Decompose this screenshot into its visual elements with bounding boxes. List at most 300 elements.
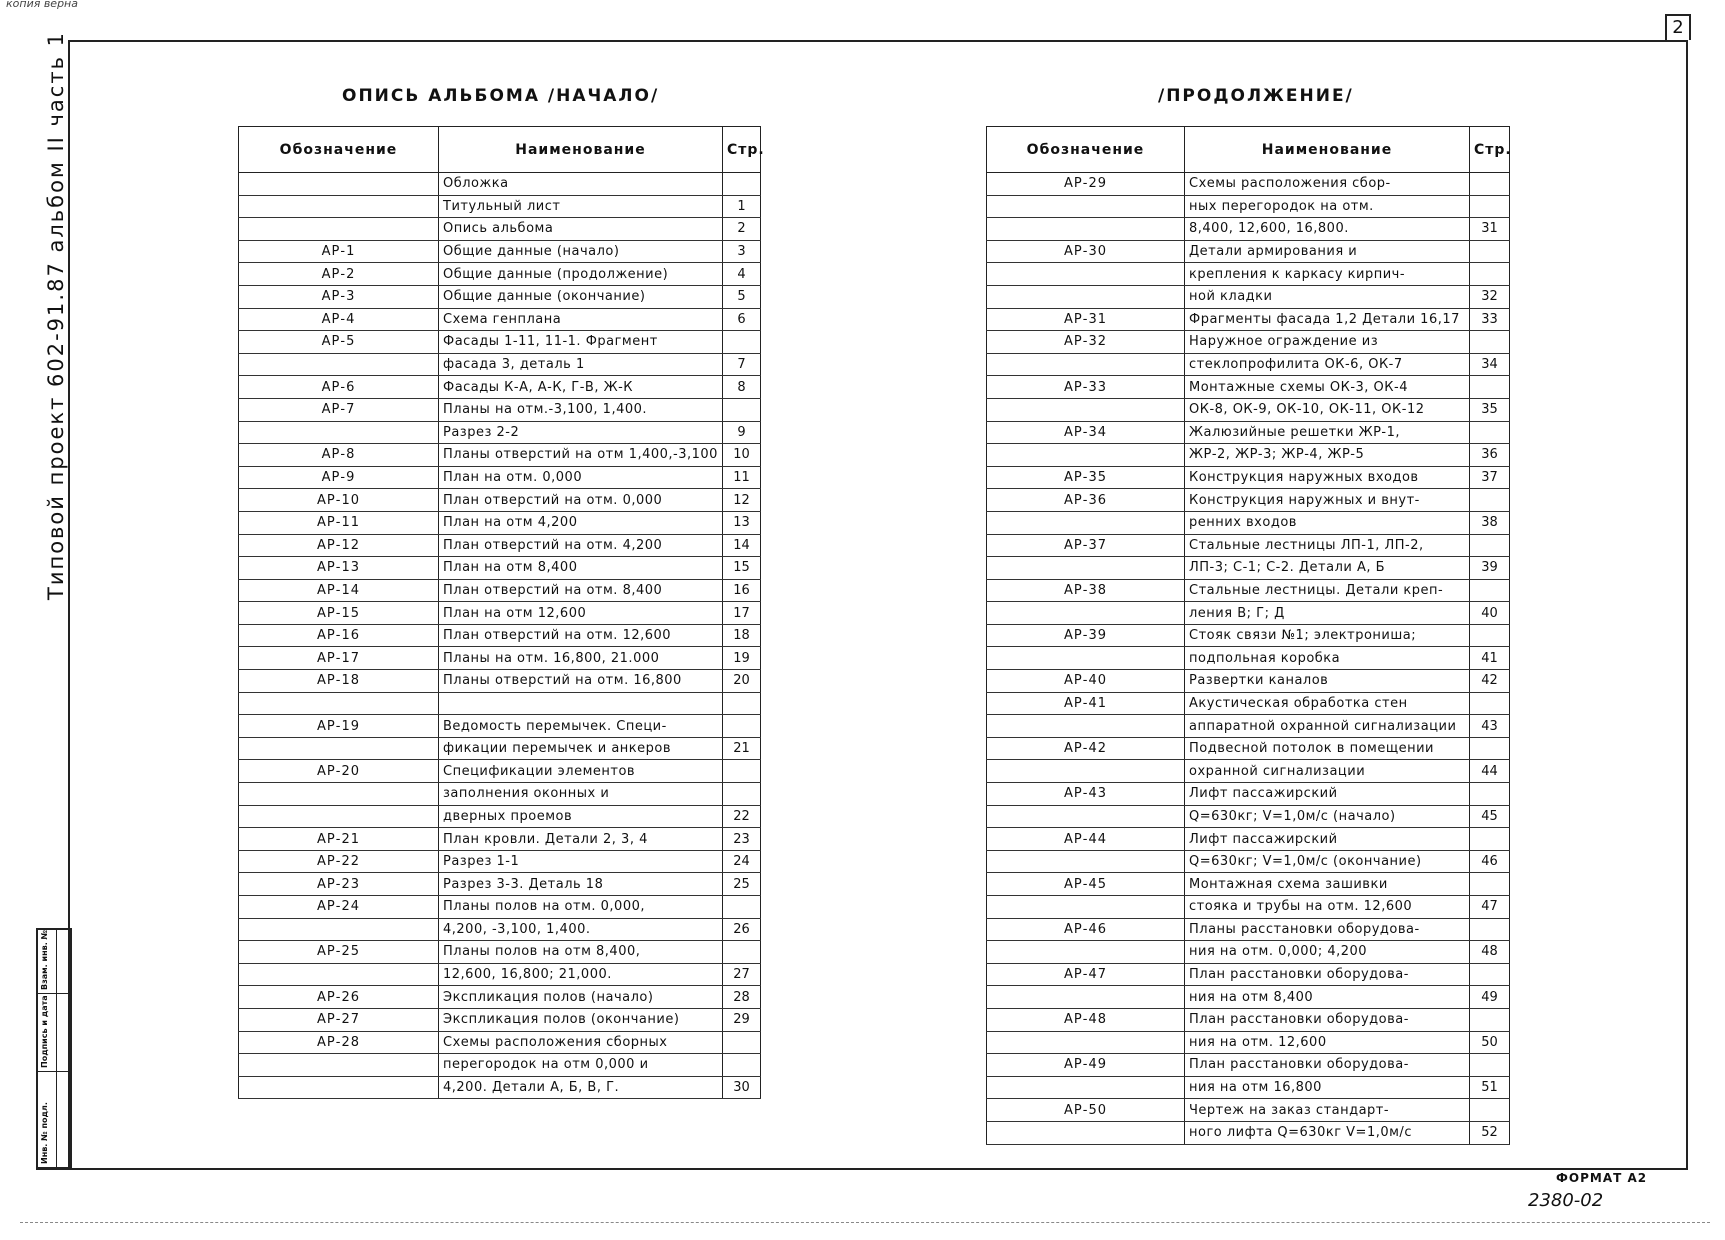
table-row bbox=[987, 218, 1510, 241]
row-name: Экспликация полов (начало) bbox=[439, 986, 723, 1009]
row-page: 31 bbox=[1470, 218, 1510, 241]
row-code bbox=[239, 1076, 439, 1099]
row-code: АР-45 bbox=[987, 873, 1185, 896]
row-name: 4,200, -3,100, 1,400. bbox=[439, 918, 723, 941]
row-name: Подвесной потолок в помещении bbox=[1185, 737, 1470, 760]
table-row bbox=[987, 1121, 1510, 1144]
row-page: 7 bbox=[723, 353, 761, 376]
row-page: 11 bbox=[723, 466, 761, 489]
row-name: Общие данные (продолжение) bbox=[439, 263, 723, 286]
table-row bbox=[239, 737, 761, 760]
row-page: 22 bbox=[723, 805, 761, 828]
row-page: 18 bbox=[723, 624, 761, 647]
row-page bbox=[1470, 173, 1510, 196]
row-code: АР-9 bbox=[239, 466, 439, 489]
row-code: АР-48 bbox=[987, 1008, 1185, 1031]
row-name: План на отм 8,400 bbox=[439, 557, 723, 580]
table-row bbox=[239, 760, 761, 783]
row-page: 19 bbox=[723, 647, 761, 670]
row-code: АР-11 bbox=[239, 511, 439, 534]
row-page bbox=[723, 1054, 761, 1077]
table-row bbox=[987, 918, 1510, 941]
row-name: Ведомость перемычек. Специ- bbox=[439, 715, 723, 738]
table-row bbox=[239, 444, 761, 467]
row-code: АР-50 bbox=[987, 1099, 1185, 1122]
row-code bbox=[987, 941, 1185, 964]
row-name: Планы на отм.-3,100, 1,400. bbox=[439, 398, 723, 421]
row-name: Схема генплана bbox=[439, 308, 723, 331]
row-code bbox=[239, 173, 439, 196]
row-name: ных перегородок на отм. bbox=[1185, 195, 1470, 218]
row-code bbox=[987, 1121, 1185, 1144]
row-name: Общие данные (окончание) bbox=[439, 285, 723, 308]
row-code bbox=[239, 1054, 439, 1077]
row-page: 47 bbox=[1470, 896, 1510, 919]
row-code: АР-44 bbox=[987, 828, 1185, 851]
table-row bbox=[987, 1099, 1510, 1122]
table-row bbox=[239, 783, 761, 806]
row-page bbox=[723, 173, 761, 196]
table-row bbox=[239, 692, 761, 715]
table-row bbox=[239, 986, 761, 1009]
row-page: 50 bbox=[1470, 1031, 1510, 1054]
stamp-label-inv: Инв. № подл. bbox=[40, 1102, 49, 1164]
row-code bbox=[987, 218, 1185, 241]
row-code: АР-43 bbox=[987, 783, 1185, 806]
row-name: Планы отверстий на отм. 16,800 bbox=[439, 670, 723, 693]
row-name: Монтажная схема зашивки bbox=[1185, 873, 1470, 896]
row-name: Планы отверстий на отм 1,400,-3,100 bbox=[439, 444, 723, 467]
title-block-stamp bbox=[36, 928, 72, 1170]
table-row bbox=[987, 398, 1510, 421]
table-row bbox=[987, 466, 1510, 489]
table-row bbox=[987, 1054, 1510, 1077]
row-name: План расстановки оборудова- bbox=[1185, 1054, 1470, 1077]
row-page bbox=[1470, 918, 1510, 941]
table-row bbox=[987, 1031, 1510, 1054]
table-row bbox=[239, 670, 761, 693]
row-code: АР-27 bbox=[239, 1008, 439, 1031]
row-name: Акустическая обработка стен bbox=[1185, 692, 1470, 715]
row-code bbox=[987, 850, 1185, 873]
row-page: 2 bbox=[723, 218, 761, 241]
table-row bbox=[987, 602, 1510, 625]
column-header-page: Стр. bbox=[723, 127, 761, 173]
row-page: 45 bbox=[1470, 805, 1510, 828]
row-code: АР-22 bbox=[239, 850, 439, 873]
row-code: АР-14 bbox=[239, 579, 439, 602]
row-code bbox=[239, 195, 439, 218]
row-name: Лифт пассажирский bbox=[1185, 783, 1470, 806]
table-row bbox=[239, 511, 761, 534]
row-code: АР-36 bbox=[987, 489, 1185, 512]
table-row bbox=[239, 1008, 761, 1031]
row-name: подпольная коробка bbox=[1185, 647, 1470, 670]
table-row bbox=[987, 421, 1510, 444]
row-page: 3 bbox=[723, 240, 761, 263]
table-row bbox=[239, 489, 761, 512]
row-name: ния на отм 8,400 bbox=[1185, 986, 1470, 1009]
row-page: 36 bbox=[1470, 444, 1510, 467]
row-page bbox=[1470, 534, 1510, 557]
table-row bbox=[987, 805, 1510, 828]
inventory-number: 2380-02 bbox=[1528, 1190, 1604, 1211]
row-name: фасада 3, деталь 1 bbox=[439, 353, 723, 376]
table-row bbox=[239, 1054, 761, 1077]
row-name: 8,400, 12,600, 16,800. bbox=[1185, 218, 1470, 241]
row-code bbox=[987, 511, 1185, 534]
table-row bbox=[987, 173, 1510, 196]
left-index-table bbox=[238, 126, 765, 1099]
table-row bbox=[987, 828, 1510, 851]
stamp-cell-replace bbox=[38, 930, 70, 994]
row-page: 33 bbox=[1470, 308, 1510, 331]
row-code: АР-42 bbox=[987, 737, 1185, 760]
row-page: 52 bbox=[1470, 1121, 1510, 1144]
row-name: Q=630кг; V=1,0м/с (окончание) bbox=[1185, 850, 1470, 873]
row-name: План расстановки оборудова- bbox=[1185, 1008, 1470, 1031]
sheet-number: 2 bbox=[1665, 14, 1691, 40]
row-code: АР-3 bbox=[239, 285, 439, 308]
row-page: 37 bbox=[1470, 466, 1510, 489]
row-code bbox=[239, 783, 439, 806]
row-name: Планы на отм. 16,800, 21.000 bbox=[439, 647, 723, 670]
row-page: 38 bbox=[1470, 511, 1510, 534]
row-name: План кровли. Детали 2, 3, 4 bbox=[439, 828, 723, 851]
row-name: План отверстий на отм. 0,000 bbox=[439, 489, 723, 512]
row-page: 16 bbox=[723, 579, 761, 602]
row-page: 24 bbox=[723, 850, 761, 873]
table-row bbox=[987, 308, 1510, 331]
row-code: АР-8 bbox=[239, 444, 439, 467]
table-row bbox=[239, 308, 761, 331]
row-page bbox=[723, 783, 761, 806]
row-code: АР-24 bbox=[239, 896, 439, 919]
format-label: ФОРМАТ А2 bbox=[1556, 1171, 1648, 1185]
row-code: АР-32 bbox=[987, 331, 1185, 354]
row-name: Стальные лестницы ЛП-1, ЛП-2, bbox=[1185, 534, 1470, 557]
row-name: охранной сигнализации bbox=[1185, 760, 1470, 783]
row-page bbox=[1470, 240, 1510, 263]
row-code: АР-7 bbox=[239, 398, 439, 421]
table-row bbox=[239, 624, 761, 647]
table-row bbox=[987, 783, 1510, 806]
table-row bbox=[987, 715, 1510, 738]
row-page: 13 bbox=[723, 511, 761, 534]
table-row bbox=[987, 444, 1510, 467]
row-page bbox=[723, 760, 761, 783]
row-page bbox=[723, 398, 761, 421]
table-row bbox=[987, 534, 1510, 557]
table-row bbox=[239, 218, 761, 241]
row-page: 29 bbox=[723, 1008, 761, 1031]
row-name: Спецификации элементов bbox=[439, 760, 723, 783]
table-row bbox=[239, 421, 761, 444]
row-name: Стояк связи №1; электрониша; bbox=[1185, 624, 1470, 647]
row-page: 30 bbox=[723, 1076, 761, 1099]
table-row bbox=[239, 466, 761, 489]
row-name: План отверстий на отм. 12,600 bbox=[439, 624, 723, 647]
row-code: АР-23 bbox=[239, 873, 439, 896]
row-page bbox=[1470, 624, 1510, 647]
row-page bbox=[723, 331, 761, 354]
row-code: АР-4 bbox=[239, 308, 439, 331]
row-page bbox=[723, 1031, 761, 1054]
row-name: Стальные лестницы. Детали креп- bbox=[1185, 579, 1470, 602]
row-code bbox=[239, 805, 439, 828]
row-page: 10 bbox=[723, 444, 761, 467]
row-name: ОК-8, ОК-9, ОК-10, ОК-11, ОК-12 bbox=[1185, 398, 1470, 421]
table-row bbox=[987, 353, 1510, 376]
row-page bbox=[1470, 873, 1510, 896]
row-code: АР-34 bbox=[987, 421, 1185, 444]
table-row bbox=[239, 557, 761, 580]
row-page: 14 bbox=[723, 534, 761, 557]
row-page: 42 bbox=[1470, 670, 1510, 693]
row-name: заполнения оконных и bbox=[439, 783, 723, 806]
row-name: Планы полов на отм. 0,000, bbox=[439, 896, 723, 919]
row-name: 12,600, 16,800; 21,000. bbox=[439, 963, 723, 986]
row-name: ния на отм. 12,600 bbox=[1185, 1031, 1470, 1054]
row-name: Планы полов на отм 8,400, bbox=[439, 941, 723, 964]
row-name: План отверстий на отм. 4,200 bbox=[439, 534, 723, 557]
row-name: Общие данные (начало) bbox=[439, 240, 723, 263]
row-name: Обложка bbox=[439, 173, 723, 196]
row-code: АР-10 bbox=[239, 489, 439, 512]
table-row bbox=[987, 331, 1510, 354]
row-code bbox=[987, 353, 1185, 376]
table-row bbox=[239, 873, 761, 896]
row-code: АР-30 bbox=[987, 240, 1185, 263]
table-row bbox=[239, 647, 761, 670]
row-page bbox=[1470, 331, 1510, 354]
row-code: АР-47 bbox=[987, 963, 1185, 986]
row-code: АР-15 bbox=[239, 602, 439, 625]
row-name: ния на отм 16,800 bbox=[1185, 1076, 1470, 1099]
table-row bbox=[987, 963, 1510, 986]
table-row bbox=[987, 579, 1510, 602]
row-code: АР-35 bbox=[987, 466, 1185, 489]
vertical-title-text: Типовой проект 602-91.87 альбом II часть 1 bbox=[44, 31, 68, 600]
row-code: АР-16 bbox=[239, 624, 439, 647]
row-page: 41 bbox=[1470, 647, 1510, 670]
table-row bbox=[239, 195, 761, 218]
row-name: План на отм 12,600 bbox=[439, 602, 723, 625]
row-name: Жалюзийные решетки ЖР-1, bbox=[1185, 421, 1470, 444]
row-code: АР-28 bbox=[239, 1031, 439, 1054]
table-row bbox=[239, 1031, 761, 1054]
row-name bbox=[439, 692, 723, 715]
row-code: АР-13 bbox=[239, 557, 439, 580]
row-name: 4,200. Детали А, Б, В, Г. bbox=[439, 1076, 723, 1099]
row-name: Схемы расположения сборных bbox=[439, 1031, 723, 1054]
row-name: Конструкция наружных и внут- bbox=[1185, 489, 1470, 512]
row-code bbox=[987, 285, 1185, 308]
table-row bbox=[239, 240, 761, 263]
row-name: Фасады К-А, А-К, Г-В, Ж-К bbox=[439, 376, 723, 399]
row-name: Монтажные схемы ОК-3, ОК-4 bbox=[1185, 376, 1470, 399]
row-page: 1 bbox=[723, 195, 761, 218]
row-code bbox=[239, 918, 439, 941]
table-row bbox=[987, 986, 1510, 1009]
table-row bbox=[987, 941, 1510, 964]
row-code bbox=[987, 444, 1185, 467]
row-page bbox=[1470, 1008, 1510, 1031]
row-page bbox=[1470, 489, 1510, 512]
row-code: АР-33 bbox=[987, 376, 1185, 399]
row-name: ЖР-2, ЖР-3; ЖР-4, ЖР-5 bbox=[1185, 444, 1470, 467]
row-page: 43 bbox=[1470, 715, 1510, 738]
table-row bbox=[987, 557, 1510, 580]
table-row bbox=[987, 692, 1510, 715]
right-index-table bbox=[986, 126, 1510, 1145]
table-row bbox=[987, 1008, 1510, 1031]
row-name: дверных проемов bbox=[439, 805, 723, 828]
row-code: АР-31 bbox=[987, 308, 1185, 331]
row-page: 17 bbox=[723, 602, 761, 625]
right-heading: /ПРОДОЛЖЕНИЕ/ bbox=[1158, 86, 1354, 106]
row-page bbox=[1470, 421, 1510, 444]
table-header-row bbox=[987, 127, 1510, 173]
column-header-page: Стр. bbox=[1470, 127, 1510, 173]
row-page: 4 bbox=[723, 263, 761, 286]
row-page: 8 bbox=[723, 376, 761, 399]
row-name: Опись альбома bbox=[439, 218, 723, 241]
row-page: 25 bbox=[723, 873, 761, 896]
row-name: Развертки каналов bbox=[1185, 670, 1470, 693]
table-row bbox=[987, 896, 1510, 919]
table-row bbox=[239, 1076, 761, 1099]
row-page bbox=[1470, 263, 1510, 286]
row-code bbox=[239, 421, 439, 444]
row-page bbox=[1470, 737, 1510, 760]
table-row bbox=[987, 489, 1510, 512]
table-row bbox=[987, 760, 1510, 783]
row-page bbox=[1470, 376, 1510, 399]
row-code: АР-29 bbox=[987, 173, 1185, 196]
copy-mark: копия верна bbox=[6, 0, 78, 10]
row-name: стеклопрофилита ОК-6, ОК-7 bbox=[1185, 353, 1470, 376]
row-code: АР-49 bbox=[987, 1054, 1185, 1077]
row-code: АР-25 bbox=[239, 941, 439, 964]
row-name: Фрагменты фасада 1,2 Детали 16,17 bbox=[1185, 308, 1470, 331]
row-page bbox=[1470, 828, 1510, 851]
row-page bbox=[723, 896, 761, 919]
row-code: АР-19 bbox=[239, 715, 439, 738]
row-page bbox=[1470, 692, 1510, 715]
row-name: стояка и трубы на отм. 12,600 bbox=[1185, 896, 1470, 919]
column-header-code: Обозначение bbox=[239, 127, 439, 173]
row-code bbox=[987, 715, 1185, 738]
row-name: План на отм 4,200 bbox=[439, 511, 723, 534]
row-name: ного лифта Q=630кг V=1,0м/с bbox=[1185, 1121, 1470, 1144]
row-code bbox=[239, 737, 439, 760]
table-row bbox=[239, 579, 761, 602]
row-name: План отверстий на отм. 8,400 bbox=[439, 579, 723, 602]
row-code bbox=[987, 557, 1185, 580]
row-page: 44 bbox=[1470, 760, 1510, 783]
row-code: АР-17 bbox=[239, 647, 439, 670]
table-row bbox=[987, 670, 1510, 693]
row-page: 34 bbox=[1470, 353, 1510, 376]
table-row bbox=[239, 715, 761, 738]
row-code bbox=[987, 647, 1185, 670]
row-page: 49 bbox=[1470, 986, 1510, 1009]
row-page: 15 bbox=[723, 557, 761, 580]
row-name: Фасады 1-11, 11-1. Фрагмент bbox=[439, 331, 723, 354]
row-page: 6 bbox=[723, 308, 761, 331]
table-row bbox=[239, 602, 761, 625]
row-name: фикации перемычек и анкеров bbox=[439, 737, 723, 760]
table-row bbox=[987, 873, 1510, 896]
table-row bbox=[987, 195, 1510, 218]
row-name: Разрез 3-3. Деталь 18 bbox=[439, 873, 723, 896]
row-name: ния на отм. 0,000; 4,200 bbox=[1185, 941, 1470, 964]
table-row bbox=[239, 173, 761, 196]
row-code: АР-5 bbox=[239, 331, 439, 354]
left-heading: ОПИСЬ АЛЬБОМА /НАЧАЛО/ bbox=[342, 86, 660, 106]
row-name: ной кладки bbox=[1185, 285, 1470, 308]
row-code: АР-38 bbox=[987, 579, 1185, 602]
row-code: АР-2 bbox=[239, 263, 439, 286]
row-page bbox=[1470, 963, 1510, 986]
row-code: АР-20 bbox=[239, 760, 439, 783]
row-code: АР-46 bbox=[987, 918, 1185, 941]
table-row bbox=[239, 534, 761, 557]
row-page: 46 bbox=[1470, 850, 1510, 873]
row-code: АР-21 bbox=[239, 828, 439, 851]
table-row bbox=[987, 737, 1510, 760]
row-name: Схемы расположения сбор- bbox=[1185, 173, 1470, 196]
table-row bbox=[987, 624, 1510, 647]
table-row bbox=[987, 1076, 1510, 1099]
row-code bbox=[239, 218, 439, 241]
table-row bbox=[239, 850, 761, 873]
table-row bbox=[987, 285, 1510, 308]
table-row bbox=[987, 511, 1510, 534]
row-page bbox=[1470, 579, 1510, 602]
table-row bbox=[239, 285, 761, 308]
stamp-label-replace: Взам. инв. № bbox=[40, 929, 49, 990]
table-row bbox=[987, 647, 1510, 670]
row-name: Детали армирования и bbox=[1185, 240, 1470, 263]
row-code bbox=[987, 398, 1185, 421]
row-page bbox=[723, 941, 761, 964]
column-header-name: Наименование bbox=[439, 127, 723, 173]
row-code: АР-41 bbox=[987, 692, 1185, 715]
row-code: АР-1 bbox=[239, 240, 439, 263]
row-code bbox=[987, 805, 1185, 828]
table-row bbox=[239, 398, 761, 421]
row-name: аппаратной охранной сигнализации bbox=[1185, 715, 1470, 738]
row-page: 12 bbox=[723, 489, 761, 512]
table-header-row bbox=[239, 127, 761, 173]
table-row bbox=[239, 828, 761, 851]
row-code bbox=[987, 896, 1185, 919]
table-row bbox=[987, 376, 1510, 399]
row-page bbox=[1470, 1054, 1510, 1077]
table-row bbox=[239, 941, 761, 964]
table-row bbox=[987, 240, 1510, 263]
row-code: АР-37 bbox=[987, 534, 1185, 557]
row-name: Наружное ограждение из bbox=[1185, 331, 1470, 354]
row-page bbox=[723, 715, 761, 738]
stamp-cell-sign bbox=[38, 994, 70, 1072]
row-page bbox=[1470, 783, 1510, 806]
row-page bbox=[1470, 195, 1510, 218]
bottom-edge-line bbox=[20, 1222, 1710, 1223]
row-page bbox=[1470, 1099, 1510, 1122]
